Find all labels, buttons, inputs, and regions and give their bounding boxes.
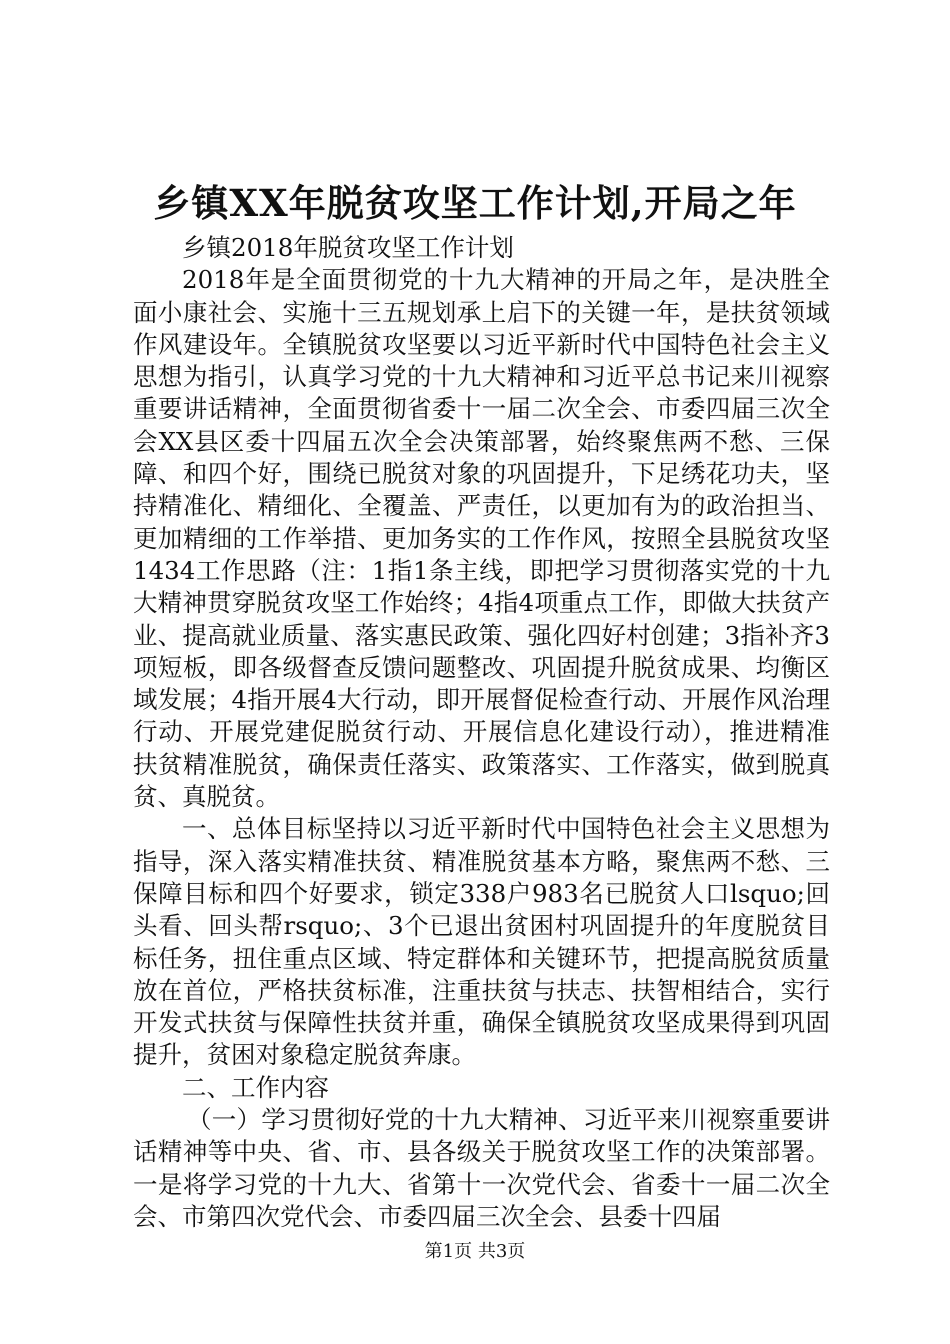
page-footer: 第1页 共3页 [424, 1241, 526, 1262]
section-heading-work-content: 二、工作内容 [182, 1072, 329, 1102]
paragraph-intro: 2018年是全面贯彻党的十九大精神的开局之年，是决胜全面小康社会、实施十三五规划承上启下的关键一年，是扶贫领域作风建设年。全镇脱贫攻坚要以习近平新时代中国特色社会主义思想为指引，认真学习党的十九大精神和习近平总书记来川视察重要讲话精神，全面贯彻省委十一届二次全会、市委四届三次全会XX县区委十四届五次全会决策部署，始终聚焦两不愁、三保障、和四个好，围绕已脱贫对象的巩固提升，下足绣花功夫，坚持精准化、精细化、全覆盖、严责任，以更加有为的政治担当、更加精细的工作举措、更加务实的工作作风，按照全县脱贫攻坚1434工作思路（注：1指1条主线，即把学习贯彻落实党的十九大精神贯穿脱贫攻坚工作始终；4指4项重点工作，即做大扶贫产业、提高就业质量、落实惠民政策、强化四好村创建；3指补齐3项短板，即各级督查反馈问题整改、巩固提升脱贫成果、均衡区域发展；4指开展4大行动，即开展督促检查行动、开展作风治理行动、开展党建促脱贫行动、开展信息化建设行动），推进精准扶贫精准脱贫，确保责任落实、政策落实、工作落实，做到脱真贫、真脱贫。 [133, 265, 830, 812]
page-title: 乡镇XX年脱贫攻坚工作计划,开局之年 [153, 181, 797, 225]
paragraph-item-one: （一）学习贯彻好党的十九大精神、习近平来川视察重要讲话精神等中央、省、市、县各级关于脱贫攻坚工作的决策部署。一是将学习党的十九大、省第十一次党代会、省委十一届二次全会、市第四次党代会、市委四届三次全会、县委十四届 [133, 1105, 830, 1231]
document-body [133, 232, 830, 1233]
paragraph-overall-goal: 一、总体目标坚持以习近平新时代中国特色社会主义思想为指导，深入落实精准扶贫、精准脱贫基本方略，聚焦两不愁、三保障目标和四个好要求，锁定338户983名已脱贫人口lsquo;回头看、回头帮rsquo;、3个已退出贫困村巩固提升的年度脱贫目标任务，扭住重点区域、特定群体和关键环节，把提高脱贫质量放在首位，严格扶贫标准，注重扶贫与扶志、扶智相结合，实行开发式扶贫与保障性扶贫并重，确保全镇脱贫攻坚成果得到巩固提升，贫困对象稳定脱贫奔康。 [133, 814, 830, 1070]
document-subtitle: 乡镇2018年脱贫攻坚工作计划 [182, 233, 514, 262]
